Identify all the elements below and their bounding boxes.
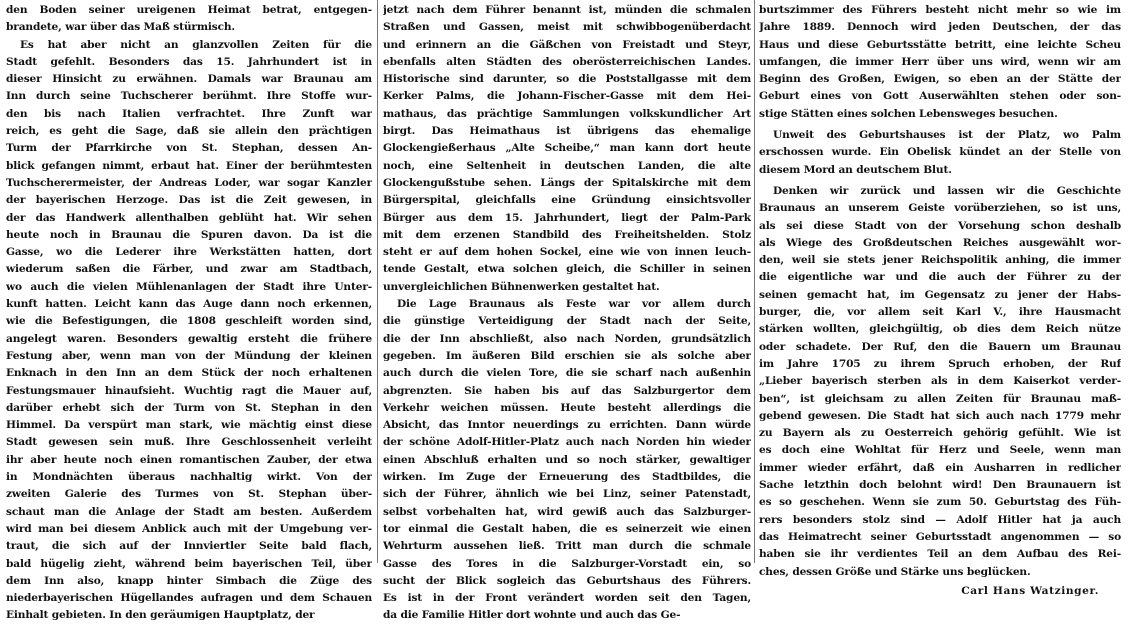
text-line: wo auch die vielen Mühlenanlagen der Stadt ihre Unter- [6, 280, 372, 293]
text-line: wirken. Im Zuge der Erneuerung des Stadtbildes, die [383, 471, 751, 484]
text-line: Geburt eines von Gott Auserwählten stehen oder son- [759, 90, 1121, 103]
text-line: der bayerischen Herzoge. Das ist die Zeit gewesen, in [6, 194, 372, 207]
text-line: Denken wir zurück und lassen wir die Geschichte [773, 184, 1121, 197]
text-line: wiederum saßen die Färber, und zwar am Stadtbach, [6, 263, 372, 276]
text-line: stärken wollten, gleichgültig, ob dies dem Reich nütze [759, 323, 1121, 336]
text-line: Bürgerspital, gleichfalls eine Gründung einsichtsvoller [383, 194, 751, 207]
text-line: noch, eine Seltenheit in deutschen Landen, die alte [383, 159, 751, 172]
text-line: ches, dessen Größe und Stärke uns beglücken. [759, 565, 1031, 578]
text-line: mathaus, das prächtige Sammlungen volkskundlicher Art [383, 107, 751, 120]
text-line: Haus und diese Geburtsstätte betritt, eine leichte Scheu [759, 38, 1121, 51]
text-line: erschossen wurde. Ein Obelisk kündet an der Stelle von [759, 146, 1121, 159]
text-line: die günstige Verteidigung der Stadt nach der Seite, [383, 315, 751, 328]
text-line: Sache letzthin doch belohnt wird! Den Braunauern ist [759, 479, 1121, 492]
text-line: Tuchscherermeister, der Andreas Loder, war sogar Kanzler [6, 176, 372, 189]
text-line: Braunaus an unserem Geiste vorüberziehen, so ist uns, [759, 202, 1121, 215]
text-line: Historische sind darunter, so die Poststallgasse mit dem [383, 73, 751, 86]
text-line: jetzt nach dem Führer benannt ist, münden die schmalen [383, 4, 751, 16]
article-column-3-text [759, 2, 1121, 581]
text-line: Es ist in der Front verändert worden seit den Tagen, [383, 592, 751, 605]
text-line: diesem Mord an deutschem Blut. [759, 163, 952, 176]
column-rule-1 [377, 0, 378, 563]
text-line: niederbayerischen Hügellandes aufragen und dem Schauen [6, 592, 372, 605]
text-line: dem Inn also, knapp hinter Simbach die Züge des [6, 574, 372, 587]
text-line: burtszimmer des Führers besteht nicht mehr so wie im [759, 4, 1121, 16]
text-line: und erinnern an die Gäßchen von Freistadt und Steyr, [383, 38, 751, 51]
text-line: mit dem erzenen Standbild des Freiheitshelden. Stolz [383, 228, 751, 241]
text-line: Einhalt gebieten. In den geräumigen Hauptplatz, der [6, 609, 315, 622]
text-line: Glockengießerhaus „Alte Scheibe,“ man kann dort heute [383, 142, 751, 155]
text-line: darüber erhebt sich der Turm von St. Stephan in den [6, 401, 372, 414]
text-line: Kerker Palms, die Johann-Fischer-Gasse mit dem Hei- [383, 90, 751, 103]
text-line: brandete, war über das Maß stürmisch. [6, 21, 235, 34]
text-line: Stadt gewesen sein muß. Ihre Geschlossenheit verleiht [6, 436, 372, 449]
text-line: stige Stätten eines solchen Lebensweges besuchen. [759, 107, 1058, 120]
text-line: rers besonders stolz sind — Adolf Hitler hat ja auch [759, 513, 1121, 526]
text-line: den, weil sie stets jener Reichspolitik anhing, die immer [759, 254, 1121, 267]
text-line: auch durch die vielen Tore, die sie scharf nach außenhin [383, 367, 751, 380]
text-line: es so geschehen. Wenn sie zum 50. Geburtstag des Füh- [759, 496, 1121, 509]
text-line: traut, die sich auf der Innviertler Seite bald flach, [6, 540, 372, 553]
text-line: sich der Führer, ähnlich wie bei Linz, seiner Patenstadt, [383, 488, 751, 501]
article-column-1 [6, 2, 372, 625]
text-line: es doch eine Wohltat für Herz und Seele, wenn man [759, 444, 1121, 457]
text-line: tende Gestalt, etwa solchen gleich, die Schiller in seinen [383, 263, 751, 276]
text-line: zweiten Galerie des Turmes von St. Stephan über- [6, 488, 372, 501]
text-line: birgt. Das Heimathaus ist übrigens das ehemalige [383, 125, 751, 138]
text-line: zu Bayern als zu Oesterreich gehörig gefühlt. Wie ist [759, 427, 1121, 440]
text-line: der das Handwerk allenthalben geblüht hat. Wir sehen [6, 211, 372, 224]
text-line: im Jahre 1705 zu ihrem Spruch erhoben, der Ruf [759, 357, 1121, 370]
text-line: burger, die, vor allem seit Karl V., ihre Hausmacht [759, 306, 1121, 319]
text-line: als Wiege des Großdeutschen Reiches ausgewählt wor- [759, 236, 1121, 249]
text-line: die der Inn abschließt, also nach Norden, grundsätzlich [383, 332, 751, 345]
text-line: Gasse des Tores in die Salzburger-Vorstadt ein, so [383, 557, 751, 570]
text-line: seinen gemacht hat, im Gegensatz zu jener der Habs- [759, 288, 1121, 301]
article-column-2 [383, 2, 751, 625]
text-line: Wehrturm aussehen ließ. Tritt man durch die schmale [383, 540, 751, 553]
text-line: Festungsmauer hinaufsieht. Wuchtig ragt die Mauer auf, [6, 384, 372, 397]
text-line: „Lieber bayerisch sterben als in dem Kaiserkot verder- [759, 375, 1121, 388]
text-line: schaut man die Anlage der Stadt am besten. Außerdem [6, 505, 372, 518]
text-line: Gasse, wo die Lederer ihre Werkstätten hatten, dort [6, 246, 372, 259]
article-column-3 [759, 2, 1121, 600]
text-line: wie die Befestigungen, die 1808 geschleift worden sind, [6, 315, 372, 328]
text-line: bald hügelig zieht, während beim bayerischen Teil, über [6, 557, 372, 570]
text-line: Unweit des Geburtshauses ist der Platz, wo Palm [773, 129, 1121, 142]
text-line: ben“, ist gleichsam zu allen Zeiten für Braunau maß- [759, 392, 1121, 405]
text-line: da die Familie Hitler dort wohnte und auch das Ge- [383, 609, 681, 622]
author-signature: Carl Hans Watzinger. [961, 584, 1099, 597]
text-line: Verkehr weichen müssen. Heute besteht allerdings die [383, 401, 751, 414]
text-line: abgrenzten. Sie haben bis auf das Salzburgertor dem [383, 384, 751, 397]
text-line: umfangen, die immer Herr über uns wird, wenn wir am [759, 55, 1121, 68]
text-line: dieser Hinsicht zu erwähnen. Damals war Braunau am [6, 73, 372, 86]
text-line: Die Lage Braunaus als Feste war vor allem durch [397, 298, 751, 311]
text-line: tor einmal die Gestalt haben, die es seinerzeit wie einen [383, 522, 751, 535]
text-line: Absicht, das Inntor neuerdings zu errichten. Dann würde [383, 419, 751, 432]
text-line: sucht der Blick sogleich das Geburtshaus des Führers. [383, 574, 751, 587]
text-line: Turm der Pfarrkirche von St. Stephan, dessen An- [6, 142, 372, 155]
text-line: unvergleichlichen Bühnenwerken gestaltet hat. [383, 280, 660, 293]
text-line: wird man bei diesem Anblick auch mit der Umgebung ver- [6, 522, 372, 535]
text-line: reich, es geht die Sage, daß sie allein den prächtigen [6, 125, 372, 138]
text-line: heute noch in Braunau die Spuren davon. Da ist die [6, 228, 372, 241]
text-line: Jahre 1889. Dennoch wird jeden Deutschen, der das [759, 21, 1121, 34]
text-line: immer wieder erfährt, daß ein Ausharren in redlicher [759, 461, 1121, 474]
text-line: Festung aber, wenn man von der Mündung der kleinen [6, 349, 372, 362]
text-line: selbst vorbehalten hat, wird gewiß auch das Salzburger- [383, 505, 751, 518]
column-rule-2 [754, 0, 755, 563]
text-line: den bis nach Italien verfrachtet. Ihre Zunft war [6, 107, 372, 120]
text-line: Es hat aber nicht an glanzvollen Zeiten für die [20, 38, 372, 51]
text-line: die eigentliche war und die auch der Führer zu der [759, 271, 1121, 284]
text-line: in Mondnächten überaus nachhaltig wirkt. Von der [6, 471, 372, 484]
text-line: als sei diese Stadt von der Vorsehung schon deshalb [759, 219, 1121, 232]
text-line: steht er auf dem hohen Sockel, eine wie von innen leuch- [383, 246, 751, 259]
text-line: haben sie ihr verdientes Teil an dem Aufbau des Rei- [759, 548, 1121, 561]
text-line: das Heimatrecht seiner Geburtsstadt angenommen — so [759, 530, 1121, 543]
text-line: ihr aber heute noch einen romantischen Zauber, der etwa [6, 453, 372, 466]
text-line: Straßen und Gassen, meist mit schwibbogenüberdacht [383, 21, 751, 34]
text-line: gebend gewesen. Die Stadt hat sich auch nach 1779 mehr [759, 409, 1121, 422]
text-line: ebenfalls alten Städten des oberösterreichischen Landes. [383, 55, 751, 68]
text-line: einen Abschluß erhalten und so noch stärker, gewaltiger [383, 453, 751, 466]
text-line: der schöne Adolf-Hitler-Platz auch nach Norden hin wieder [383, 436, 751, 449]
text-line: angelegt waren. Besonders gewaltig ersteht die frühere [6, 332, 372, 345]
text-line: den Boden seiner ureigenen Heimat betrat, entgegen- [6, 4, 372, 16]
text-line: gegeben. Im äußeren Bild erschien sie als solche aber [383, 349, 751, 362]
text-line: Stadt gefehlt. Besonders das 15. Jahrhundert ist in [6, 55, 372, 68]
text-line: kunft hatten. Leicht kann das Auge dann noch erkennen, [6, 298, 372, 311]
text-line: Himmel. Da verspürt man stark, wie mächtig einst diese [6, 419, 372, 432]
text-line: Bürger aus dem 15. Jahrhundert, liegt der Palm-Park [383, 211, 751, 224]
text-line: blick gefangen nimmt, erbaut hat. Einer der berühmtesten [6, 159, 372, 172]
text-line: Inn durch seine Tuchscherer berühmt. Ihre Stoffe wur- [6, 90, 372, 103]
text-line: oder schadete. Der Ruf, den die Bauern um Braunau [759, 340, 1121, 353]
text-line: Enknach in den Inn an dem Stück der noch erhaltenen [6, 367, 372, 380]
text-line: Beginn des Großen, Ewigen, so eben an der Stätte der [759, 73, 1121, 86]
text-line: Glockengußstube sehen. Längs der Spitalskirche mit dem [383, 176, 751, 189]
